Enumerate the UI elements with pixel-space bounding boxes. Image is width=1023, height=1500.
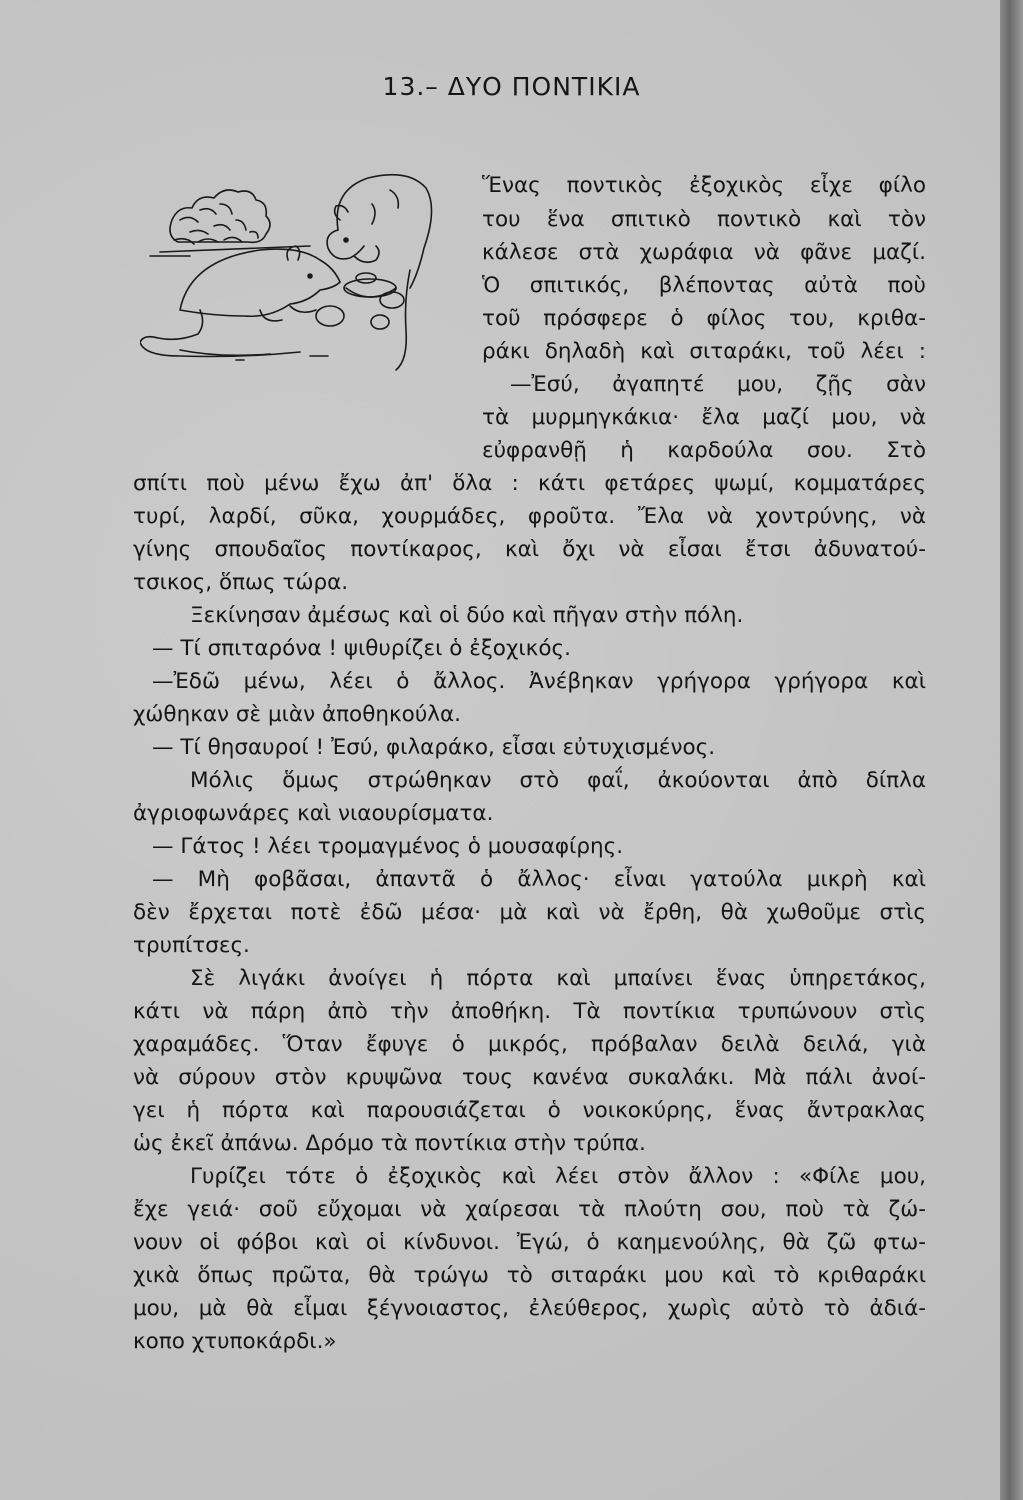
text-line-14: Ξεκίνησαν ἀμέσως καὶ οἱ δύο καὶ πῆγαν στὴν πόλη.: [190, 603, 744, 628]
text-line-01: Ἕνας ποντικὸς ἐξοχικὸς εἶχε φίλο: [482, 173, 926, 198]
text-line-24: τρυπίτσες.: [133, 933, 250, 958]
text-line-35: μου, μὰ θὰ εἶμαι ξέγνοιαστος, ἐλεύθερος, χωρὶς αὐτὸ τὸ ἀδιά-: [133, 1296, 926, 1321]
text-line-23: δὲν ἔρχεται ποτὲ ἐδῶ μέσα· μὰ καὶ νὰ ἔρθη, θὰ χωθοῦμε στὶς: [133, 900, 926, 925]
text-line-04: Ὁ σπιτικός, βλέποντας αὐτὰ ποὺ: [482, 273, 926, 298]
text-line-18: — Τί θησαυροί ! Ἐσύ, φιλαράκο, εἶσαι εὐτυχισμένος.: [152, 735, 716, 760]
text-line-16: —Ἐδῶ μένω, λέει ὁ ἄλλος. Ἀνέβηκαν γρήγορα γρήγορα καὶ: [152, 669, 926, 694]
text-line-10: σπίτι ποὺ μένω ἔχω ἀπ' ὅλα : κάτι φετάρες ψωμί, κομματάρες: [133, 471, 926, 496]
text-line-09: εὐφρανθῇ ἡ καρδούλα σου. Στὸ: [482, 438, 926, 463]
text-line-25: Σὲ λιγάκι ἀνοίγει ἡ πόρτα καὶ μπαίνει ἕνας ὑπηρετάκος,: [190, 966, 926, 991]
text-line-15: — Τί σπιταρόνα ! ψιθυρίζει ὁ ἐξοχικός.: [152, 636, 571, 661]
text-line-33: νουν οἱ φόβοι καὶ οἱ κίνδυνοι. Ἐγώ, ὁ καημενούλης, θὰ ζῶ φτω-: [133, 1230, 926, 1255]
text-line-08: τὰ μυρμηγκάκια· ἔλα μαζί μου, νὰ: [482, 405, 926, 430]
text-line-32: ἔχε γειά· σοῦ εὔχομαι νὰ χαίρεσαι τὰ πλούτη σου, ποὺ τὰ ζώ-: [133, 1197, 926, 1222]
text-line-19: Μόλις ὅμως στρώθηκαν στὸ φαΐ, ἀκούονται ἀπὸ δίπλα: [190, 768, 926, 793]
text-line-36: κοπο χτυποκάρδι.»: [133, 1329, 337, 1354]
text-line-17: χώθηκαν σὲ μιὰν ἀποθηκούλα.: [133, 702, 461, 727]
text-line-29: γει ἡ πόρτα καὶ παρουσιάζεται ὁ νοικοκύρης, ἕνας ἄντρακλας: [133, 1098, 926, 1123]
two-mice-illustration: [140, 160, 440, 405]
text-line-30: ὡς ἐκεῖ ἀπάνω. Δρόμο τὰ ποντίκια στὴν τρύπα.: [133, 1131, 646, 1156]
text-line-20: ἀγριοφωνάρες καὶ νιαουρίσματα.: [133, 801, 494, 826]
text-line-28: νὰ σύρουν στὸν κρυψῶνα τους κανένα συκαλάκι. Μὰ πάλι ἀνοί-: [133, 1065, 926, 1090]
text-line-22: — Μὴ φοβᾶσαι, ἀπαντᾶ ὁ ἄλλος· εἶναι γατούλα μικρὴ καὶ: [152, 867, 926, 892]
text-line-02: του ἕνα σπιτικὸ ποντικὸ καὶ τὸν: [482, 207, 926, 232]
text-line-21: — Γάτος ! λέει τρομαγμένος ὁ μουσαφίρης.: [152, 834, 624, 859]
book-spine-edge: [1000, 0, 1023, 1500]
text-line-31: Γυρίζει τότε ὁ ἐξοχικὸς καὶ λέει στὸν ἄλλον : «Φίλε μου,: [190, 1164, 926, 1189]
chapter-title: 13.– ΔΥΟ ΠΟΝΤΙΚΙΑ: [382, 72, 641, 101]
text-line-27: χαραμάδες. Ὅταν ἔφυγε ὁ μικρός, πρόβαλαν δειλὰ δειλά, γιὰ: [133, 1032, 926, 1057]
text-line-11: τυρί, λαρδί, σῦκα, χουρμάδες, φροῦτα. Ἔλα νὰ χοντρύνης, νὰ: [133, 504, 926, 529]
text-line-05: τοῦ πρόσφερε ὁ φίλος του, κριθα-: [482, 306, 926, 331]
text-line-34: χικὰ ὅπως πρῶτα, θὰ τρώγω τὸ σιταράκι μου καὶ τὸ κριθαράκι: [133, 1263, 926, 1288]
text-line-07: —Ἐσύ, ἀγαπητέ μου, ζῇς σὰν: [510, 372, 926, 397]
text-line-13: τσικος, ὅπως τώρα.: [133, 570, 349, 595]
text-line-03: κάλεσε στὰ χωράφια νὰ φᾶνε μαζί.: [482, 240, 926, 265]
text-line-06: ράκι δηλαδὴ καὶ σιταράκι, τοῦ λέει :: [482, 339, 926, 364]
text-line-26: κάτι νὰ πάρη ἀπὸ τὴν ἀποθήκη. Τὰ ποντίκια τρυπώνουν στὶς: [133, 999, 926, 1024]
text-line-12: γίνης σπουδαῖος ποντίκαρος, καὶ ὄχι νὰ εἶσαι ἔτσι ἀδυνατού-: [133, 537, 926, 562]
